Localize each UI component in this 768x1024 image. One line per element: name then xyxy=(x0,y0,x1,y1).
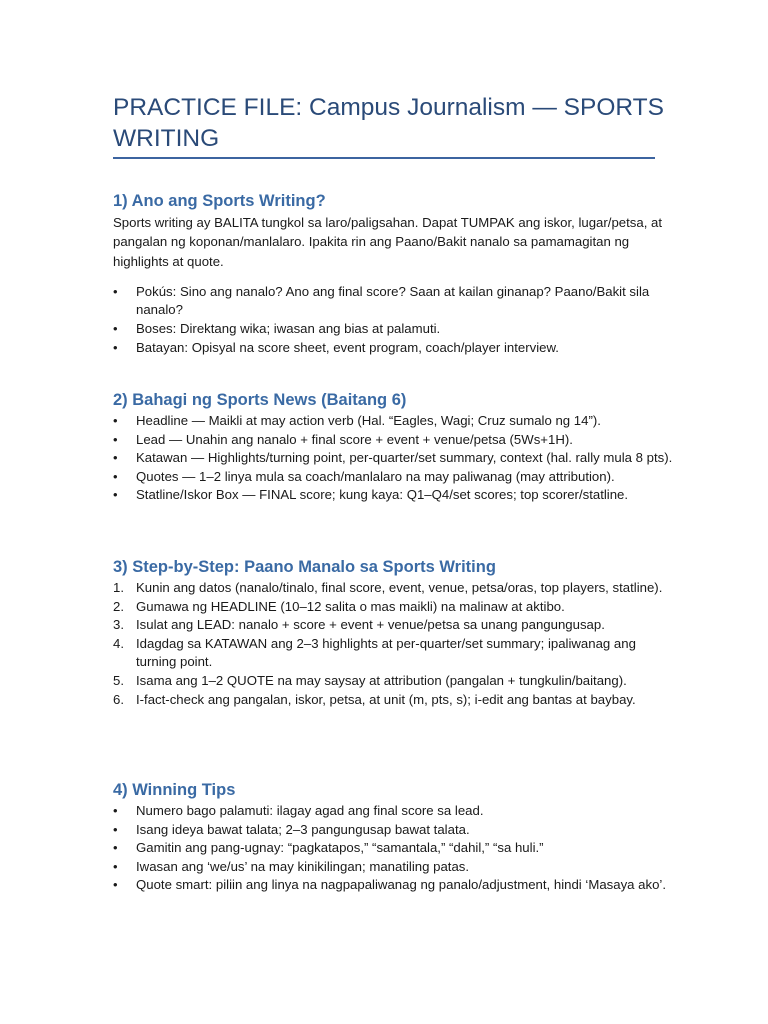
section-4-heading: 4) Winning Tips xyxy=(113,781,236,799)
section-4-list xyxy=(113,802,673,895)
list-item: • Gamitin ang pang-ugnay: “pagkatapos,” “samantala,” “dahil,” “sa huli.” xyxy=(113,839,673,858)
list-number: 5. xyxy=(113,672,124,688)
list-item xyxy=(113,691,673,710)
section-1-list xyxy=(113,283,673,357)
list-item xyxy=(113,579,673,598)
list-item: • Numero bago palamuti: ilagay agad ang final score sa lead. xyxy=(113,802,673,821)
list-item: • Batayan: Opisyal na score sheet, event program, coach/player interview. xyxy=(113,339,673,358)
list-item-text: Kunin ang datos (nanalo/tinalo, final score, event, venue, petsa/oras, top players, statline). xyxy=(136,580,663,595)
list-item: • Quote smart: piliin ang linya na nagpapaliwanag ng panalo/adjustment, hindi ‘Masaya ako’. xyxy=(113,876,673,895)
section-1-heading: 1) Ano ang Sports Writing? xyxy=(113,192,326,210)
list-item: • Headline — Maikli at may action verb (Hal. “Eagles, Wagi; Cruz sumalo ng 14”). xyxy=(113,412,673,431)
list-number: 6. xyxy=(113,691,124,707)
list-item: • Quotes — 1–2 linya mula sa coach/manlalaro na may paliwanag (may attribution). xyxy=(113,468,673,487)
list-number: 4. xyxy=(113,635,124,651)
list-item xyxy=(113,635,673,672)
section-3-list xyxy=(113,579,673,709)
list-item: • Statline/Iskor Box — FINAL score; kung kaya: Q1–Q4/set scores; top scorer/statline. xyxy=(113,486,673,505)
title-underline xyxy=(113,157,655,159)
list-item: • Iwasan ang ‘we/us’ na may kinikilingan; manatiling patas. xyxy=(113,858,673,877)
list-item xyxy=(113,672,673,691)
list-item-text: Isulat ang LEAD: nanalo + score + event + venue/petsa sa unang pangungusap. xyxy=(136,617,605,633)
section-1 xyxy=(113,190,673,357)
list-item: • Katawan — Highlights/turning point, per-quarter/set summary, context (hal. rally mula 8 pts). xyxy=(113,449,673,468)
section-2-list xyxy=(113,412,673,505)
list-item-text: Idagdag sa KATAWAN ang 2–3 highlights at per-quarter/set summary; ipaliwanag ang turning point. xyxy=(136,635,636,670)
list-number: 3. xyxy=(113,617,124,633)
list-item-text: Isama ang 1–2 QUOTE na may saysay at attribution (pangalan + tungkulin/baitang). xyxy=(136,672,627,688)
section-2 xyxy=(113,389,673,505)
list-number: 2. xyxy=(113,598,124,614)
list-item-text: Gumawa ng HEADLINE (10–12 salita o mas maikli) na malinaw at aktibo. xyxy=(136,598,565,614)
section-1-paragraph: Sports writing ay BALITA tungkol sa laro/paligsahan. Dapat TUMPAK ang iskor, lugar/petsa, at pangalan ng koponan/manlalaro. Ipakita rin ang Paano/Bakit nanalo sa pamamagitan ng highlights at quote. xyxy=(113,215,663,269)
list-item: • Pokús: Sino ang nanalo? Ano ang final score? Saan at kailan ginanap? Paano/Bakit sila nanalo? xyxy=(113,283,673,320)
document-title: PRACTICE FILE: Campus Journalism — SPORTS WRITING xyxy=(113,94,664,152)
list-item-text: I-fact-check ang pangalan, iskor, petsa, at unit (m, pts, s); i-edit ang bantas at baybay. xyxy=(136,691,636,707)
section-2-heading: 2) Bahagi ng Sports News (Baitang 6) xyxy=(113,391,407,409)
list-item xyxy=(113,598,673,617)
list-item xyxy=(113,616,673,635)
list-item: • Boses: Direktang wika; iwasan ang bias at palamuti. xyxy=(113,320,673,339)
list-item: • Isang ideya bawat talata; 2–3 pangungusap bawat talata. xyxy=(113,821,673,840)
section-3-heading: 3) Step-by-Step: Paano Manalo sa Sports Writing xyxy=(113,558,496,576)
section-4 xyxy=(113,779,673,895)
list-number: 1. xyxy=(113,580,124,595)
list-item: • Lead — Unahin ang nanalo + final score + event + venue/petsa (5Ws+1H). xyxy=(113,431,673,450)
section-3 xyxy=(113,556,673,709)
